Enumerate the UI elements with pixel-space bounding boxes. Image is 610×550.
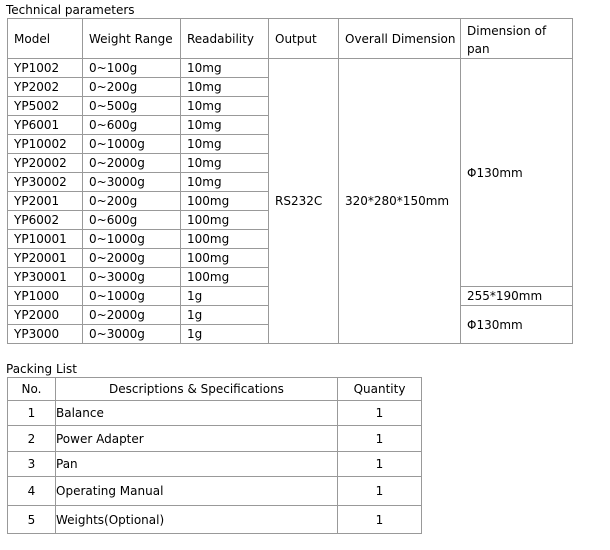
weight-range-cell: 0~600g: [83, 116, 181, 135]
weight-range-cell: 0~3000g: [83, 173, 181, 192]
item-quantity-cell: 1: [338, 401, 422, 426]
list-item: [8, 452, 422, 477]
header-model: Model: [8, 19, 83, 59]
readability-cell: 10mg: [181, 116, 269, 135]
model-cell: YP2001: [8, 192, 83, 211]
weight-range-cell: 0~1000g: [83, 135, 181, 154]
readability-cell: 10mg: [181, 59, 269, 78]
readability-cell: 100mg: [181, 211, 269, 230]
model-cell: YP10001: [8, 230, 83, 249]
item-description-cell: Power Adapter: [56, 426, 338, 452]
item-number-cell: 5: [8, 506, 56, 534]
item-number-cell: 3: [8, 452, 56, 477]
readability-cell: 100mg: [181, 249, 269, 268]
weight-range-cell: 0~2000g: [83, 306, 181, 325]
pan-dimension-cell: Φ130mm: [461, 59, 573, 287]
header-readability: Readability: [181, 19, 269, 59]
header-quantity: Quantity: [338, 378, 422, 401]
model-cell: YP30002: [8, 173, 83, 192]
readability-cell: 1g: [181, 287, 269, 306]
model-cell: YP6001: [8, 116, 83, 135]
weight-range-cell: 0~2000g: [83, 154, 181, 173]
item-number-cell: 1: [8, 401, 56, 426]
item-description-cell: Pan: [56, 452, 338, 477]
readability-cell: 1g: [181, 306, 269, 325]
readability-cell: 10mg: [181, 78, 269, 97]
weight-range-cell: 0~3000g: [83, 268, 181, 287]
item-description-cell: Operating Manual: [56, 477, 338, 506]
model-cell: YP3000: [8, 325, 83, 344]
weight-range-cell: 0~200g: [83, 78, 181, 97]
table-row: [8, 59, 573, 78]
model-cell: YP1002: [8, 59, 83, 78]
model-cell: YP6002: [8, 211, 83, 230]
list-item: [8, 401, 422, 426]
readability-cell: 10mg: [181, 135, 269, 154]
readability-cell: 1g: [181, 325, 269, 344]
readability-cell: 10mg: [181, 154, 269, 173]
technical-parameters-title: Technical parameters: [6, 3, 135, 17]
list-item: [8, 477, 422, 506]
table-header-row: [8, 378, 422, 401]
weight-range-cell: 0~1000g: [83, 287, 181, 306]
technical-parameters-table: [7, 18, 573, 344]
readability-cell: 10mg: [181, 173, 269, 192]
packing-list-title: Packing List: [6, 362, 77, 376]
header-descriptions: Descriptions & Specifications: [56, 378, 338, 401]
model-cell: YP30001: [8, 268, 83, 287]
weight-range-cell: 0~3000g: [83, 325, 181, 344]
model-cell: YP2002: [8, 78, 83, 97]
header-overall-dimension: Overall Dimension: [339, 19, 461, 59]
model-cell: YP20002: [8, 154, 83, 173]
weight-range-cell: 0~100g: [83, 59, 181, 78]
weight-range-cell: 0~500g: [83, 97, 181, 116]
readability-cell: 100mg: [181, 268, 269, 287]
model-cell: YP20001: [8, 249, 83, 268]
item-quantity-cell: 1: [338, 506, 422, 534]
header-weight-range: Weight Range: [83, 19, 181, 59]
model-cell: YP10002: [8, 135, 83, 154]
pan-dimension-cell: 255*190mm: [461, 287, 573, 306]
overall-dimension-cell: 320*280*150mm: [339, 59, 461, 344]
header-output: Output: [269, 19, 339, 59]
item-quantity-cell: 1: [338, 426, 422, 452]
model-cell: YP5002: [8, 97, 83, 116]
list-item: [8, 506, 422, 534]
weight-range-cell: 0~2000g: [83, 249, 181, 268]
item-number-cell: 2: [8, 426, 56, 452]
weight-range-cell: 0~600g: [83, 211, 181, 230]
item-quantity-cell: 1: [338, 477, 422, 506]
model-cell: YP1000: [8, 287, 83, 306]
readability-cell: 100mg: [181, 192, 269, 211]
readability-cell: 10mg: [181, 97, 269, 116]
list-item: [8, 426, 422, 452]
model-cell: YP2000: [8, 306, 83, 325]
item-number-cell: 4: [8, 477, 56, 506]
header-dimension-of-pan: Dimension of pan: [461, 19, 573, 59]
header-no: No.: [8, 378, 56, 401]
output-cell: RS232C: [269, 59, 339, 344]
packing-list-table: [7, 377, 422, 534]
item-quantity-cell: 1: [338, 452, 422, 477]
weight-range-cell: 0~1000g: [83, 230, 181, 249]
item-description-cell: Weights(Optional): [56, 506, 338, 534]
item-description-cell: Balance: [56, 401, 338, 426]
readability-cell: 100mg: [181, 230, 269, 249]
pan-dimension-cell: Φ130mm: [461, 306, 573, 344]
weight-range-cell: 0~200g: [83, 192, 181, 211]
table-header-row: [8, 19, 573, 59]
